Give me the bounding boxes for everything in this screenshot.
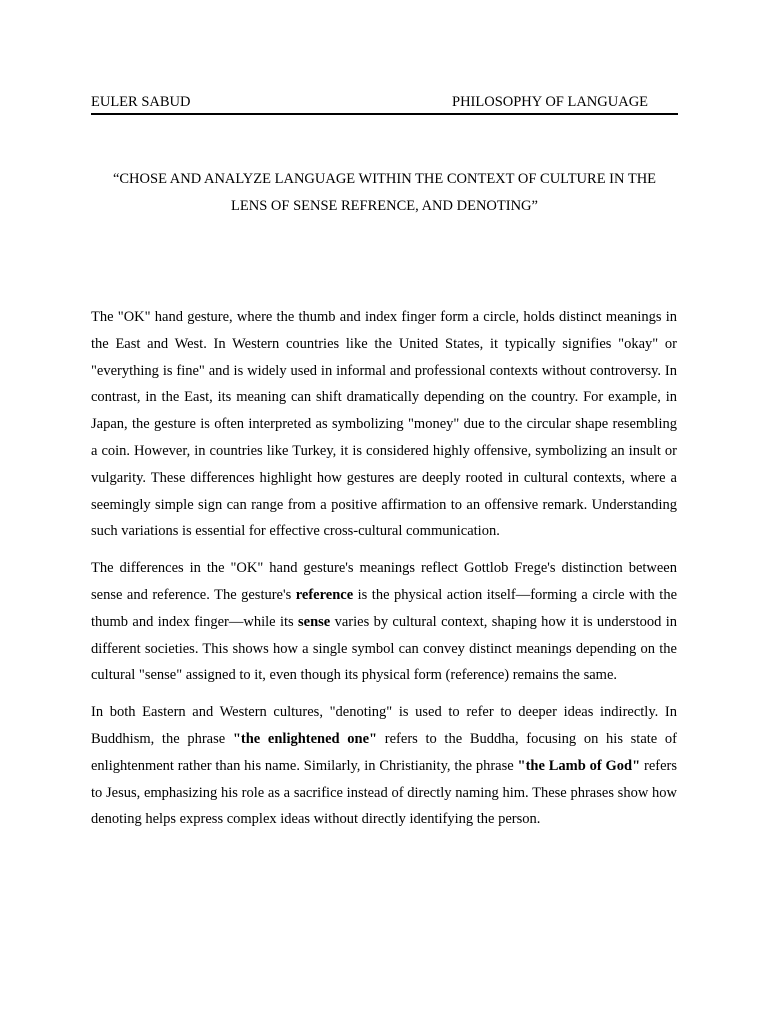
paragraph-2 bbox=[91, 555, 677, 689]
paragraph-2-text-3: varies by cultural context, shaping how it is understood in different societies. This shows how a single symbol can convey distinct meanings depending on the cultural "sense" assigned to it, even though its physical form (reference) remains the same. bbox=[91, 613, 678, 684]
paragraph-3-text-3: refers to Jesus, emphasizing his role as a sacrifice instead of directly naming him. These phrases show how denoting helps express complex ideas without directly identifying the person. bbox=[91, 757, 677, 828]
paragraph-3 bbox=[91, 699, 677, 833]
paragraph-3-text-2: refers to the Buddha, focusing on his state of enlightenment rather than his name. Similarly, in Christianity, the phrase bbox=[91, 730, 677, 774]
term-reference: reference bbox=[295, 586, 354, 603]
phrase-lamb-of-god: "the Lamb of God" bbox=[517, 757, 641, 774]
phrase-enlightened-one: "the enlightened one" bbox=[232, 730, 378, 747]
author-name: EULER SABUD bbox=[91, 94, 191, 110]
term-sense: sense bbox=[298, 613, 331, 630]
paragraph-2-text-2: is the physical action itself—forming a circle with the thumb and index finger—while its bbox=[91, 586, 678, 630]
essay-title-line-2: LENS OF SENSE REFRENCE, AND DENOTING” bbox=[231, 198, 538, 214]
essay-title bbox=[91, 166, 678, 220]
paragraph-1: The "OK" hand gesture, where the thumb and index finger form a circle, holds distinct meanings in the East and West. In Western countries like the United States, it typically signifies "okay" or "everything is fine" and is widely used in informal and professional contexts without controversy. In contrast, in the East, its meaning can shift dramatically depending on the country. For example, in Japan, the gesture is often interpreted as symbolizing "money" due to the circular shape resembling a coin. However, in countries like Turkey, it is considered highly offensive, symbolizing an insult or vulgarity. These differences highlight how gestures are deeply rooted in cultural contexts, where a seemingly simple sign can range from a positive affirmation to an offensive remark. Understanding such variations is essential for effective cross-cultural communication. bbox=[91, 309, 677, 540]
essay-title-line-1: “CHOSE AND ANALYZE LANGUAGE WITHIN THE CONTEXT OF CULTURE IN THE bbox=[112, 171, 657, 187]
page-header bbox=[91, 94, 678, 115]
paragraph-2-text-1: The differences in the "OK" hand gesture's meanings reflect Gottlob Frege's distinction between sense and reference. The gesture's bbox=[91, 560, 677, 603]
paragraph-3-text-1: In both Eastern and Western cultures, "denoting" is used to refer to deeper ideas indirectly. In Buddhism, the phrase bbox=[91, 704, 677, 747]
essay-body bbox=[91, 304, 677, 843]
course-name: PHILOSOPHY OF LANGUAGE bbox=[452, 94, 649, 110]
